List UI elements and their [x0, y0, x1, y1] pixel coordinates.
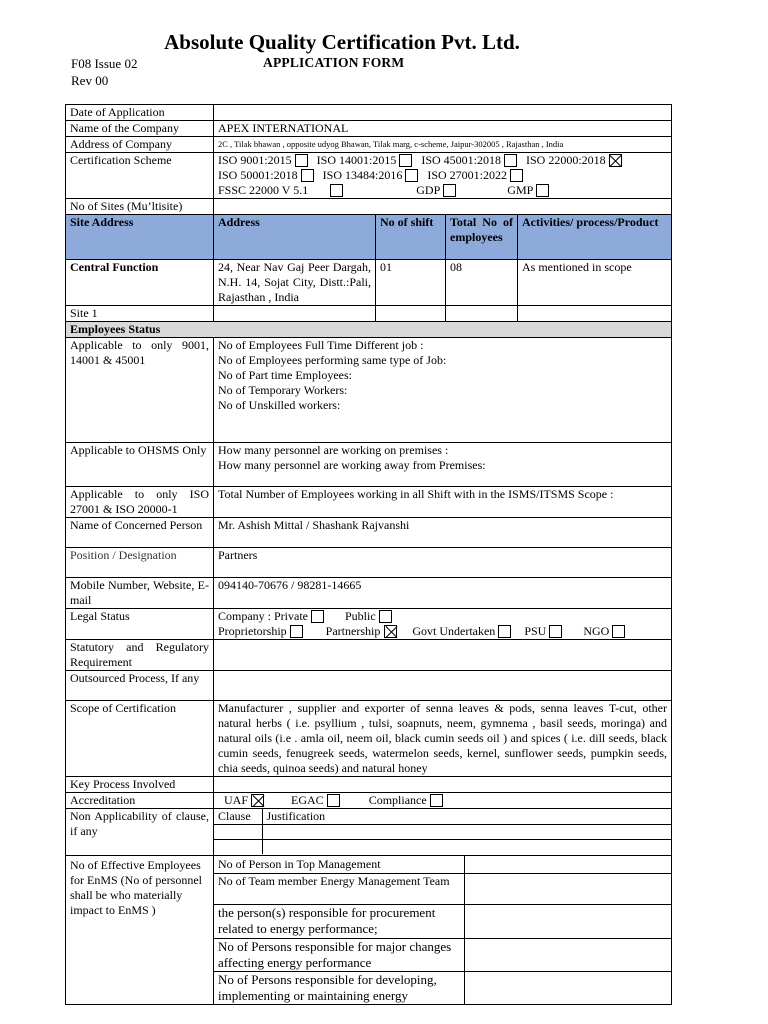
scheme-label-9001: ISO 9001:2015 [218, 153, 292, 167]
scheme-label-13484: ISO 13484:2016 [322, 168, 403, 182]
employees-status-heading: Employees Status [66, 322, 672, 338]
accreditation-compliance-label: Compliance [368, 793, 427, 807]
checkbox-gdp[interactable] [443, 184, 456, 197]
sites-label: No of Sites (Mu’ltisite) [66, 199, 214, 215]
scope-text[interactable]: Manufacturer , supplier and exporter of senna leaves & pods, senna leaves T-cut, other natural herbs ( i.e. psyllium , tulsi, soapnuts, neem, gymnema , basil seeds, moringa) and natural oils (i.e . amla oil, neem oil, black cumin seeds oil ) and spices ( i.e. dill seeds, black cumin seeds, fenugreek seeds, watermelon seeds, kernel, sunflower seeds, pumpkin seeds, chia seeds, quinoa seeds) and natural honey [214, 701, 672, 777]
mobile-label: Mobile Number, Website, E-mail [66, 578, 214, 609]
checkbox-partnership[interactable] [384, 625, 397, 638]
legal-label: Legal Status [66, 609, 214, 640]
isms-label: Applicable to only ISO 27001 & ISO 20000-1 [66, 487, 214, 518]
checkbox-proprietorship[interactable] [290, 625, 303, 638]
row-mobile [66, 578, 672, 609]
central-label: Central Function [66, 260, 214, 306]
central-shifts[interactable]: 01 [376, 260, 446, 306]
ohsms-line: How many personnel are working on premises : [218, 443, 449, 457]
mobile-value[interactable]: 094140-70676 / 98281-14665 [214, 578, 672, 609]
justification-cell[interactable] [262, 825, 671, 840]
justification-cell[interactable] [262, 840, 671, 854]
position-label: Position / Designation [66, 548, 214, 578]
address-value[interactable]: 2C , Tilak bhawan , opposite udyog Bhawan, Tilak marg, c-scheme, Jaipur-302005 , Rajasthan , India [214, 137, 672, 153]
scheme-label-gmp: GMP [507, 183, 534, 197]
row-central-function [66, 260, 672, 306]
accreditation-label: Accreditation [66, 793, 214, 809]
row-outsourced [66, 671, 672, 701]
form-title: APPLICATION FORM [263, 55, 405, 70]
enms-row-value[interactable] [464, 856, 671, 873]
central-employees[interactable]: 08 [446, 260, 518, 306]
enms-label: No of Effective Employees for EnMS (No of personnel shall be who materially impact to EnMS ) [66, 856, 214, 1005]
site1-label: Site 1 [66, 306, 214, 322]
row-employees-status [66, 322, 672, 338]
legal-psu-label: PSU [524, 624, 547, 638]
position-value[interactable]: Partners [214, 548, 672, 578]
key-process-label: Key Process Involved [66, 777, 214, 793]
site1-activities[interactable] [518, 306, 672, 322]
row-enms [66, 856, 672, 1005]
checkbox-iso-45001[interactable] [504, 154, 517, 167]
row-key-process [66, 777, 672, 793]
non-applicability-label: Non Applicability of clause, if any [66, 809, 214, 856]
scheme-label-50001: ISO 50001:2018 [218, 168, 298, 182]
ohsms-label: Applicable to OHSMS Only [66, 443, 214, 487]
person-value[interactable]: Mr. Ashish Mittal / Shashank Rajvanshi [214, 518, 672, 548]
qms-line: No of Unskilled workers: [218, 398, 341, 412]
company-label: Name of the Company [66, 121, 214, 137]
enms-row-value[interactable] [464, 938, 671, 971]
qms-label: Applicable to only 9001, 14001 & 45001 [66, 338, 214, 443]
enms-row-label: No of Persons responsible for developing, implementing or maintaining energy [214, 971, 464, 1004]
row-site1 [66, 306, 672, 322]
accreditation-uaf-label: UAF [224, 793, 249, 807]
site-table-header [66, 215, 672, 260]
scheme-label-14001: ISO 14001:2015 [316, 153, 397, 167]
row-sites [66, 199, 672, 215]
ohsms-line: How many personnel are working away from Premises: [218, 458, 486, 472]
legal-options [214, 609, 672, 640]
enms-row-label: No of Person in Top Management [214, 856, 464, 873]
legal-proprietorship-label: Proprietorship [218, 624, 287, 638]
central-address[interactable]: 24, Near Nav Gaj Peer Dargah, N.H. 14, Sojat City, Distt.:Pali, Rajasthan , India [214, 260, 376, 306]
checkbox-govt[interactable] [498, 625, 511, 638]
scheme-label-27001: ISO 27001:2022 [427, 168, 508, 182]
qms-line: No of Employees Full Time Different job : [218, 338, 424, 352]
checkbox-iso-14001[interactable] [399, 154, 412, 167]
justification-header: Justification [262, 809, 671, 825]
enms-table [214, 856, 671, 1004]
header-shift: No of shift [376, 215, 446, 260]
form-meta [71, 55, 137, 89]
row-statutory [66, 640, 672, 671]
site1-employees[interactable] [446, 306, 518, 322]
qms-line: No of Temporary Workers: [218, 383, 348, 397]
row-position [66, 548, 672, 578]
scheme-label: Certification Scheme [66, 153, 214, 199]
checkbox-iso-9001[interactable] [295, 154, 308, 167]
checkbox-ngo[interactable] [612, 625, 625, 638]
qms-line: No of Part time Employees: [218, 368, 352, 382]
row-scope [66, 701, 672, 777]
checkbox-iso-22000[interactable] [609, 154, 622, 167]
legal-govt-label: Govt Undertaken [412, 624, 496, 638]
clause-cell[interactable] [214, 825, 262, 840]
ohsms-lines [214, 443, 672, 487]
form-code: F08 Issue 02 [71, 56, 138, 71]
qms-lines [214, 338, 672, 443]
person-label: Name of Concerned Person [66, 518, 214, 548]
checkbox-public[interactable] [379, 610, 392, 623]
enms-grid [214, 856, 672, 1005]
legal-public-label: Public [345, 609, 376, 623]
scheme-label-22000: ISO 22000:2018 [526, 153, 606, 167]
accreditation-egac-label: EGAC [291, 793, 324, 807]
row-scheme [66, 153, 672, 199]
enms-row-value[interactable] [464, 904, 671, 938]
sites-value[interactable] [214, 199, 672, 215]
legal-partnership-label: Partnership [325, 624, 381, 638]
isms-text: Total Number of Employees working in all Shift with in the ISMS/ITSMS Scope : [214, 487, 672, 518]
scheme-options [214, 153, 672, 199]
site1-shifts[interactable] [376, 306, 446, 322]
legal-ngo-label: NGO [583, 624, 610, 638]
site1-address[interactable] [214, 306, 376, 322]
address-label: Address of Company [66, 137, 214, 153]
key-process-value[interactable] [214, 777, 672, 793]
clause-table [214, 809, 671, 854]
statutory-value[interactable] [214, 640, 672, 671]
checkbox-iso-27001[interactable] [510, 169, 523, 182]
row-address [66, 137, 672, 153]
enms-row-label: No of Team member Energy Management Team [214, 873, 464, 904]
header-site-address: Site Address [66, 215, 214, 260]
clause-cell[interactable] [214, 840, 262, 854]
enms-row-label: the person(s) responsible for procurement related to energy performance; [214, 904, 464, 938]
scheme-label-fssc: FSSC 22000 V 5.1 [218, 183, 309, 197]
header-address: Address [214, 215, 376, 260]
company-value[interactable]: APEX INTERNATIONAL [214, 121, 672, 137]
checkbox-private[interactable] [311, 610, 324, 623]
row-date [66, 105, 672, 121]
scheme-label-45001: ISO 45001:2018 [421, 153, 502, 167]
row-concerned-person [66, 518, 672, 548]
statutory-label: Statutory and Regulatory Requirement [66, 640, 214, 671]
checkbox-fssc[interactable] [330, 184, 343, 197]
outsourced-value[interactable] [214, 671, 672, 701]
company-title: Absolute Quality Certification Pvt. Ltd. [164, 30, 520, 54]
checkbox-iso-50001[interactable] [301, 169, 314, 182]
checkbox-compliance[interactable] [430, 794, 443, 807]
checkbox-psu[interactable] [549, 625, 562, 638]
row-qms-employees [66, 338, 672, 443]
row-accreditation [66, 793, 672, 809]
non-applicability-grid [214, 809, 672, 856]
row-company [66, 121, 672, 137]
checkbox-uaf[interactable] [251, 794, 264, 807]
qms-line: No of Employees performing same type of Job: [218, 353, 447, 367]
enms-row-value[interactable] [464, 873, 671, 904]
accreditation-options [214, 793, 672, 809]
central-activities[interactable]: As mentioned in scope [518, 260, 672, 306]
scope-label: Scope of Certification [66, 701, 214, 777]
row-isms [66, 487, 672, 518]
row-legal-status [66, 609, 672, 640]
header-activities: Activities/ process/Product [518, 215, 672, 260]
header-employees: Total No of employees [446, 215, 518, 260]
row-non-applicability [66, 809, 672, 856]
form-revision: Rev 00 [71, 73, 109, 88]
enms-row-label: No of Persons responsible for major changes affecting energy performance [214, 938, 464, 971]
application-form-table [65, 104, 672, 1005]
checkbox-egac[interactable] [327, 794, 340, 807]
checkbox-gmp[interactable] [536, 184, 549, 197]
checkbox-iso-13484[interactable] [405, 169, 418, 182]
date-value[interactable] [214, 105, 672, 121]
clause-header: Clause [214, 809, 262, 825]
legal-company-private-label: Company : Private [218, 609, 308, 623]
row-ohsms [66, 443, 672, 487]
enms-row-value[interactable] [464, 971, 671, 1004]
scheme-label-gdp: GDP [416, 183, 441, 197]
outsourced-label: Outsourced Process, If any [66, 671, 214, 701]
date-label: Date of Application [66, 105, 214, 121]
